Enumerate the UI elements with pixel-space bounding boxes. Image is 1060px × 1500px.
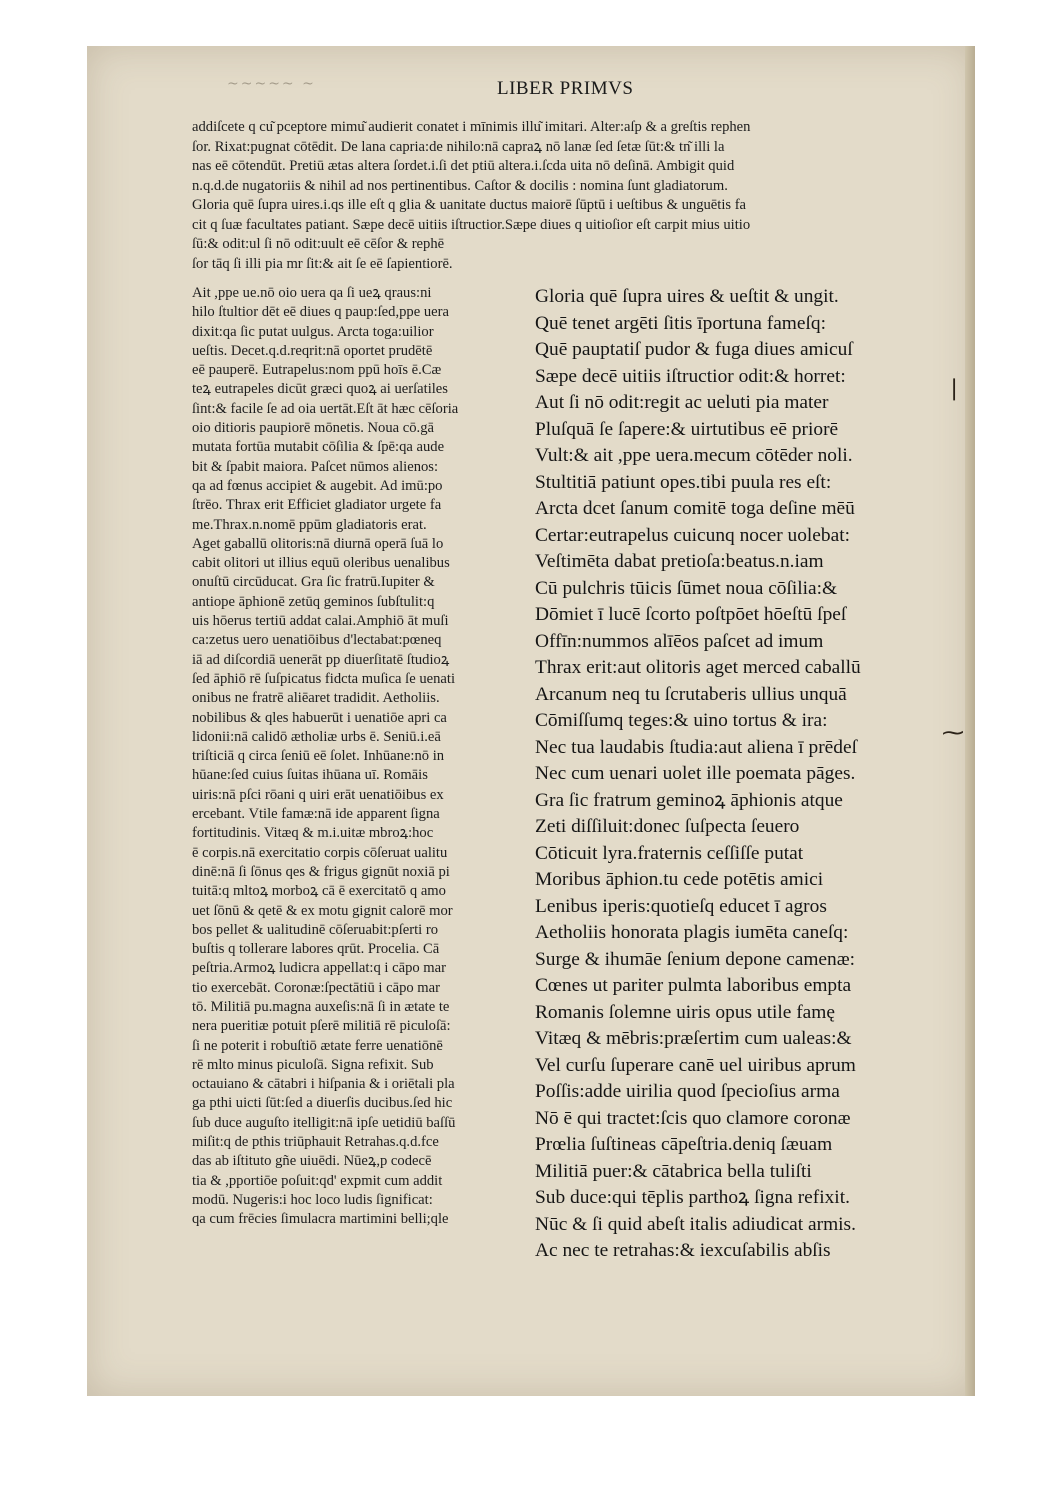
commentary-line: ſor. Rixat:pugnat cōtēdit. De lana capria:de nihilo:nā capraꝝ nō lanæ ſed ſetæ ſūt:& tn͂ illi la (192, 138, 725, 155)
commentary-line: miſit:q de pthis triūphauit Retrahas.q.d.fce (192, 1134, 439, 1151)
commentary-line: peſtria.Armoꝝ ludicra appellat:q i cāpo mar (192, 960, 446, 977)
verse-line: Surge & ihumāe ſenium depone camenæ: (535, 948, 856, 970)
commentary-line: uis hōerus tertiū addat calai.Amphiō āt muſi (192, 613, 449, 630)
verse-line: Quē pauptatiſ pudor & fuga diues amicuſ (535, 339, 853, 360)
commentary-line: onibus ne fratrē aliēaret tradidit. Aetholiis. (192, 690, 440, 707)
verse-line: Sæpe decē uitiis iſtructior odit:& horret: (535, 365, 846, 387)
verse-line: Nūc & ſi quid abeſt italis adiudicat armis. (535, 1213, 856, 1235)
commentary-line: Ait ,ppe ue.nō oio uera qa ſi ueꝝ qraus:ni (192, 285, 432, 301)
manuscript-page (87, 46, 975, 1396)
commentary-line: uiris:nā pſci rōani q uiri erāt uenatiōibus ex (192, 786, 444, 803)
verse-line: Vult:& ait ,ppe uera.mecum cōtēder noli. (535, 445, 853, 466)
running-title: LIBER PRIMVS (497, 78, 634, 99)
verse-line: Nec tua laudabis ſtudia:aut aliena ī prēdeſ (535, 736, 857, 758)
commentary-line: Gloria quē ſupra uires.i.qs ille eſt q glia & uanitate ductus maiorē ſūptū i ueſtibus & unguētis fa (192, 197, 747, 213)
commentary-line: Aget gaballū olitoris:nā diurnā operā ſuā lo (192, 535, 444, 552)
margin-annotation-mark: ⁓ (942, 721, 964, 746)
verse-line: Cōticuit lyra.fraternis ceſſiſſe putat (535, 842, 804, 864)
commentary-line: ē corpis.nā exercitatio corpis cōſeruat ualitu (192, 844, 448, 861)
commentary-line: iā ad diſcordiā uenerāt pp diuerſitatē ſtudioꝝ (192, 651, 450, 668)
commentary-line: ſint:& facile ſe ad oia uertāt.Eſt āt hæc cēſoria (192, 400, 459, 417)
verse-line: Cū pulchris tūicis ſūmet noua cōſilia:& (535, 577, 838, 599)
verse-line: Gloria quē ſupra uires & ueſtit & ungit. (535, 286, 839, 307)
verse-line: Pluſquā ſe ſapere:& uirtutibus eē priorē (535, 418, 839, 440)
verse-line: Arcta dcet ſanum comitē toga deſine mēū (535, 498, 855, 519)
commentary-line: ercebant. Vtile famæ:nā ide apparent ſigna (192, 806, 440, 823)
commentary-line: addiſcete q cu͂ pceptore mimu͂ audierit conatet i mīnimis illu͂ imitari. Alter:aſp & a greſtis rephen (192, 119, 751, 135)
commentary-line: tō. Militiā pu.magna auxeſis:nā ſi in ætate te (192, 998, 450, 1015)
verse-line: Gra ſic fratrum geminoꝝ āphionis atque (535, 789, 843, 811)
verse-text-column (535, 284, 955, 1265)
commentary-line: uet ſōnū & qetē & ex motu gignit calorē mor (192, 902, 453, 919)
verse-line: Cōmiſſumq teges:& uino tortus & ira: (535, 710, 828, 731)
verse-line: Nō ē qui tractet:ſcis quo clamore coronæ (535, 1107, 851, 1129)
commentary-line: mutata fortūa mutabit cōſilia & ſpē:qa aude (192, 439, 445, 456)
commentary-line: ſi ne poterit i robuſtiō ætate ferre uenatiōnē (192, 1037, 443, 1054)
verse-line: Moribus āphion.tu cede potētis amici (535, 869, 824, 890)
commentary-line: hūane:ſed cuius ſuitas ihūana uī. Romāis (192, 767, 428, 784)
commentary-line: bos pellet & ualitudinē cōſeruabit:pſerti ro (192, 921, 438, 938)
verse-line: Militiā puer:& cātabrica bella tuliſti (535, 1160, 812, 1182)
verse-line: Poſſis:adde uirilia quod ſpecioſius arma (535, 1081, 840, 1102)
commentary-line: nas eē cōtendūt. Pretiū ætas altera ſordet.i.ſi det ptiū altera.i.ſcda uita nō deſinā. Ambigit quid (192, 158, 735, 174)
commentary-line: tia & ,pportiōe poſuit:qd' expmit cum addit (192, 1172, 443, 1189)
verse-line: Stultitiā patiunt opes.tibi puula res eſt: (535, 471, 832, 493)
commentary-line: ueſtis. Decet.q.d.reqrit:nā oportet prudētē (192, 342, 433, 359)
commentary-line: fortitudinis. Vitæq & m.i.uitæ mbroꝝ:hoc (192, 825, 434, 842)
commentary-line: me.Thrax.n.nomē ppūm gladiatoris erat. (192, 516, 427, 533)
commentary-line: oio ditioris paupiorē mōnetis. Noua cō.gā (192, 420, 434, 437)
page-spine-edge (965, 46, 975, 1396)
header-marginal-mark: ~~~~~ ~ (227, 76, 316, 92)
verse-line: Offīn:nummos alīēos paſcet ad imum (535, 630, 824, 652)
commentary-line: das ab iſtituto gñe uiuēdi. Nūeꝝ,p codecē (192, 1153, 432, 1170)
commentary-line: ſū:& odit:ul ſi nō odit:uult eē cēſor & rephē (192, 236, 445, 252)
commentary-line: triſticiā q circa ſeniū eē ſolet. Inhūane:nō in (192, 748, 445, 765)
commentary-line: nobilibus & qles habuerūt i uenatiōe apri ca (192, 709, 447, 726)
commentary-line: ſor tāq ſi illi pia mr ſit:& ait ſe eē ſapientiorē. (192, 255, 453, 272)
commentary-line: ga pthi uicti ſūt:ſed a diuerſis ducibus.ſed hic (192, 1095, 453, 1112)
verse-line: Prœlia ſuſtineas cāpeſtria.deniq ſæuam (535, 1134, 833, 1155)
commentary-line: tuitā:q mltoꝝ morboꝝ cā ē exercitatō q amo (192, 883, 446, 900)
verse-line: Aut ſi nō odit:regit ac ueluti pia mater (535, 392, 829, 413)
commentary-line: qa ad fœnus accipiet & augebit. Ad imū:po (192, 477, 443, 494)
commentary-line: qa cum frēcies ſimulacra martimini belli;qle (192, 1211, 449, 1228)
commentary-line: onuſtū circūducat. Gra ſic fratrū.Iupiter & (192, 574, 435, 591)
verse-line: Aetholiis honorata plagis iumēta caneſq: (535, 922, 849, 943)
commentary-line: bit & ſpabit maiora. Paſcet nūmos alienos: (192, 458, 439, 475)
verse-line: Quē tenet argēti ſitis īportuna fameſq: (535, 312, 826, 334)
commentary-line: tio exercebāt. Coronæ:ſpectātiū i cāpo mar (192, 979, 441, 996)
commentary-line: dixit:qa ſic putat uulgus. Arcta toga:uilior (192, 323, 434, 340)
commentary-line: n.q.d.de nugatoriis & nihil ad nos pertinentibus. Caſtor & docilis : nomina ſunt gladiatorum. (192, 177, 728, 194)
verse-line: Zeti diſſiluit:donec ſuſpecta ſeuero (535, 816, 800, 837)
commentary-line: modū. Nugeris:i hoc loco ludis ſignificat: (192, 1191, 433, 1208)
verse-line: Vitæq & mēbris:præſertim cum ualeas:& (535, 1028, 852, 1049)
commentary-line: lidonii:nā calidō ætholiæ urbs ē. Seniū.i.eā (192, 728, 441, 745)
verse-line: Veſtimēta dabat pretioſa:beatus.n.iam (535, 551, 824, 572)
commentary-line: cabit olitori ut illius equū oleribus uenalibus (192, 555, 450, 572)
verse-line: Ac nec te retrahas:& iexcuſabilis abſis (535, 1240, 831, 1261)
verse-line: Lenibus iperis:quotieſq educet ī agros (535, 895, 827, 917)
commentary-line: eē pauperē. Eutrapelus:nom ppū hoīs ē.Cæ (192, 362, 442, 379)
commentary-line: nera pueritiæ potuit pſerē militiā rē piculoſā: (192, 1018, 451, 1035)
verse-line: Arcanum neq tu ſcrutaberis ullius unquā (535, 683, 847, 705)
commentary-line: ſed āphiō rē ſuſpicatus fidcta muſica ſe uenati (192, 670, 455, 687)
verse-line: Sub duce:qui tēplis parthoꝝ ſigna refixit. (535, 1187, 850, 1208)
commentary-full-width-block (192, 118, 917, 274)
verse-line: Vel curſu ſuperare canē uel uiribus aprum (535, 1054, 856, 1076)
verse-line: Cœnes ut pariter pulmta laboribus empta (535, 975, 852, 996)
commentary-line: cit q ſuæ facultates patiant. Sæpe decē uitiis iſtructior.Sæpe diues q uitioſior eſt carpit mius uitio (192, 216, 751, 233)
commentary-line: hilo ſtultior dēt eē diues q paup:ſed,ppe uera (192, 304, 449, 321)
commentary-line: teꝝ eutrapeles dicūt græci quoꝝ ai uerſatiles (192, 381, 448, 398)
commentary-line: rē mlto minus piculoſā. Signa refixit. Sub (192, 1056, 434, 1073)
commentary-line: dinē:nā ſi ſōnus qes & frigus gignūt noxiā pi (192, 863, 450, 880)
margin-annotation-mark: ❘ (945, 376, 964, 401)
commentary-line: ſtrēo. Thrax erit Efficiet gladiator urgete fa (192, 497, 442, 514)
commentary-line: ca:zetus uero uenatiōibus d'lectabat:pœneq (192, 632, 442, 649)
commentary-line: antiope āphionē zetūq geminos ſubſtulit:q (192, 593, 435, 610)
verse-line: Romanis ſolemne uiris opus utile famę (535, 1001, 835, 1023)
commentary-line: ſub duce auguſto itelligit:nā ipſe uetidiū baſſū (192, 1114, 456, 1131)
commentary-left-column (192, 284, 522, 1230)
verse-line: Thrax erit:aut olitoris aget merced caballū (535, 657, 861, 678)
verse-line: Certar:eutrapelus cuicunq nocer uolebat: (535, 524, 850, 546)
commentary-line: buſtis q tollerare labores qrūt. Procelia. Cā (192, 941, 440, 958)
verse-line: Dōmiet ī lucē ſcorto poſtpōet hōeſtū ſpeſ (535, 604, 847, 625)
commentary-line: octauiano & cātabri i hiſpania & i oriētali pla (192, 1076, 455, 1093)
verse-line: Nec cum uenari uolet ille poemata pāges. (535, 763, 856, 784)
